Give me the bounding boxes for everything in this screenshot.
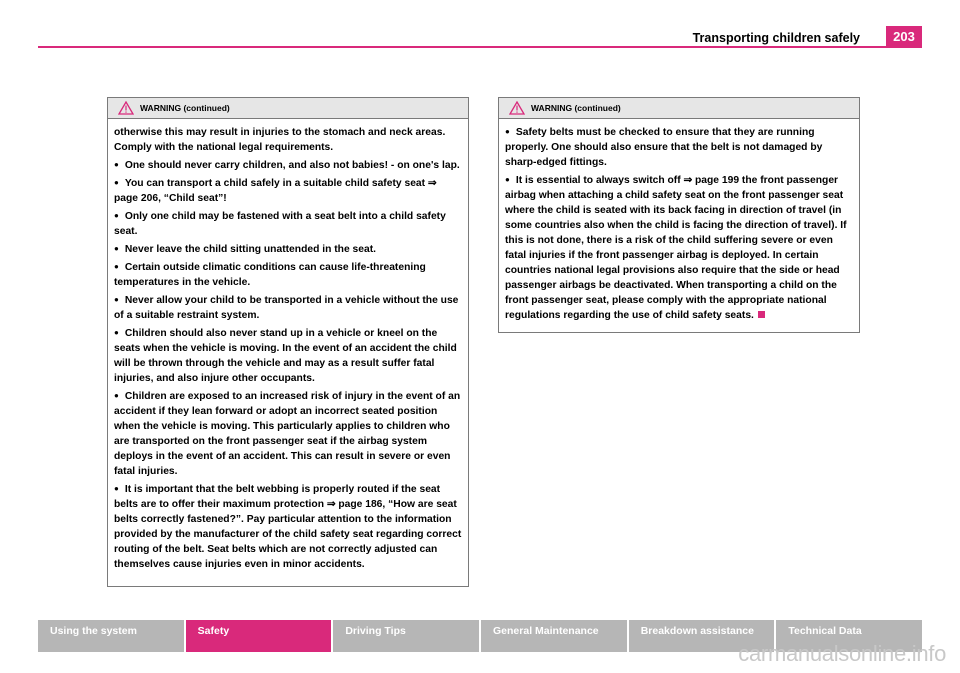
warning-box-left [107, 97, 469, 587]
bullet-item: ● It is important that the belt webbing is properly routed if the seat belts are to offer their maximum protection ⇒ page 186, “How are seat belts correctly fastened?”. Pay particular attention to the information provided by the manufacturer of the child safety seat regarding correct routing of the belt. Seat belts which are not correctly adjusted can themselves cause injuries even in minor accidents. [114, 482, 463, 572]
tab-using-the-system[interactable]: Using the system [38, 620, 184, 652]
bullet-item: ● Never allow your child to be transported in a vehicle without the use of a suitable restraint system. [114, 293, 463, 323]
tab-general-maintenance[interactable]: General Maintenance [481, 620, 627, 652]
warning-box-header [108, 98, 468, 119]
page-number: 203 [886, 26, 922, 46]
tab-technical-data[interactable]: Technical Data [776, 620, 922, 652]
warning-triangle-icon [509, 101, 525, 115]
bullet-item [505, 173, 854, 323]
tab-breakdown-assistance[interactable]: Breakdown assistance [629, 620, 775, 652]
bullet-item: ● You can transport a child safely in a suitable child safety seat ⇒ page 206, “Child seat”! [114, 176, 463, 206]
bullet-text: It is essential to always switch off ⇒ page 199 the front passenger airbag when attaching a child safety seat on the front passenger seat where the child is seated with its back facing in direction of travel (in some countries also when the child is facing the direction of travel). If this is not done, there is a risk of the child suffering severe or even fatal injuries if the front passenger airbag is deployed. In certain countries national legal provisions also require that the side or head passenger airbags be deactivated. When transporting a child on the front passenger seat, please comply with the appropriate national regulations regarding the use of child safety seats. [505, 175, 847, 321]
warning-heading: WARNING (continued) [140, 103, 230, 113]
warning-body [108, 119, 468, 572]
warning-heading: WARNING (continued) [531, 103, 621, 113]
header-divider [38, 46, 922, 48]
bullet-item: ● One should never carry children, and also not babies! - on one's lap. [114, 158, 463, 173]
warning-box-right [498, 97, 860, 333]
warning-body [499, 119, 859, 323]
tab-driving-tips[interactable]: Driving Tips [333, 620, 479, 652]
warning-triangle-icon [118, 101, 134, 115]
bullet-item: ● Safety belts must be checked to ensure that they are running properly. One should also ensure that the belt is not damaged by sharp-edged fittings. [505, 125, 854, 170]
bullet-item: ● Children are exposed to an increased risk of injury in the event of an accident if they lean forward or adopt an incorrect seated position when the vehicle is moving. This particularly applies to children who are transported on the front passenger seat if the airbag system deploys in the event of an accident. This can result in severe or even fatal injuries. [114, 389, 463, 479]
bullet-item: ● Children should also never stand up in a vehicle or kneel on the seats when the vehicle is moving. In the event of an accident the child will be thrown through the vehicle and may as a result suffer fatal injuries, and also injure other occupants. [114, 326, 463, 386]
bullet-item: ● Never leave the child sitting unattended in the seat. [114, 242, 463, 257]
bullet-item: ● Only one child may be fastened with a seat belt into a child safety seat. [114, 209, 463, 239]
bullet-item: ● Certain outside climatic conditions can cause life-threatening temperatures in the vehicle. [114, 260, 463, 290]
page-title: Transporting children safely [692, 31, 860, 45]
watermark: carmanualsonline.info [738, 641, 946, 666]
end-of-section-marker [758, 311, 765, 318]
paragraph: otherwise this may result in injuries to the stomach and neck areas. Comply with the national legal requirements. [114, 127, 446, 153]
warning-box-header [499, 98, 859, 119]
tab-safety[interactable]: Safety [186, 620, 332, 652]
